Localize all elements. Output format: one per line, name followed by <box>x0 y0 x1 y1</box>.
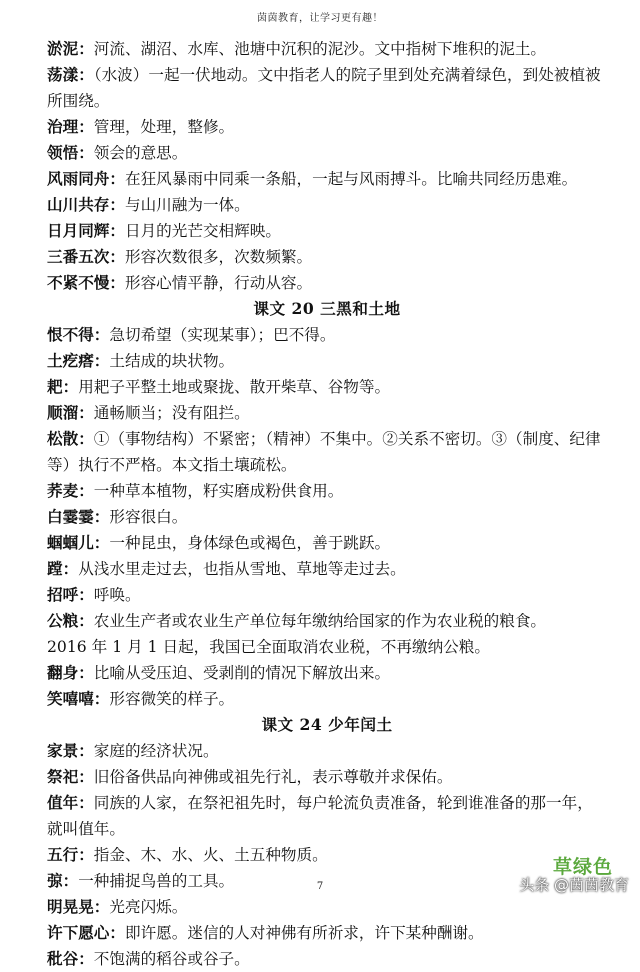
vocab-definition: 比喻从受压迫、受剥削的情况下解放出来。 <box>93 664 391 682</box>
vocab-term: 白霎霎： <box>47 507 110 526</box>
vocab-term: 明晃晃： <box>47 897 110 916</box>
vocab-definition: 光亮闪烁。 <box>109 898 188 916</box>
watermark <box>510 852 635 902</box>
vocab-term: 荡漾： <box>47 65 94 84</box>
vocab-term: 荞麦： <box>47 481 94 500</box>
vocab-definition: 形容心情平静，行动从容。 <box>124 274 313 292</box>
vocab-entry <box>47 920 607 946</box>
vocab-entry <box>47 62 607 114</box>
vocab-definition: 一种草本植物，籽实磨成粉供食用。 <box>93 482 344 500</box>
watermark-green-text: 草绿色 <box>552 856 613 878</box>
vocab-definition: （水波）一起一伏地动。文中指老人的院子里到处充满着绿色，到处被植被所围绕。 <box>47 66 601 110</box>
vocab-term: 风雨同舟： <box>47 169 125 188</box>
page-number: 7 <box>316 881 324 892</box>
vocab-entry <box>47 192 607 218</box>
vocab-entry <box>47 166 607 192</box>
watermark-site-text: 头条 @茵茵教育 <box>519 876 629 894</box>
vocab-term: 淤泥： <box>47 39 94 58</box>
vocab-entry <box>47 140 607 166</box>
vocab-definition: 指金、木、水、火、土五种物质。 <box>93 846 328 864</box>
vocab-entry <box>47 530 607 556</box>
vocab-definition: 急切希望（实现某事）；巴不得。 <box>109 326 336 344</box>
vocab-definition: 呼唤。 <box>93 586 141 604</box>
vocab-definition: 一种捕捉鸟兽的工具。 <box>78 872 235 890</box>
vocab-term: 三番五次： <box>47 247 125 266</box>
vocab-term: 弶： <box>47 871 79 890</box>
vocab-term: 值年： <box>47 793 94 812</box>
vocab-term: 家景： <box>47 741 94 760</box>
vocab-entry <box>47 348 607 374</box>
vocab-definition: 农业生产者或农业生产单位每年缴纳给国家的作为农业税的粮食。 <box>93 612 547 630</box>
vocab-definition: 与山川融为一体。 <box>124 196 250 214</box>
vocab-term: 翻身： <box>47 663 94 682</box>
vocab-term: 不紧不慢： <box>47 273 125 292</box>
vocab-definition: 形容很白。 <box>109 508 188 526</box>
vocab-entry <box>47 738 607 764</box>
vocab-entry <box>47 608 607 634</box>
vocab-definition: 家庭的经济状况。 <box>93 742 219 760</box>
vocab-definition: 从浅水里走过去，也指从雪地、草地等走过去。 <box>78 560 406 578</box>
vocab-term: 秕谷： <box>47 949 94 968</box>
vocab-definition: 在狂风暴雨中同乘一条船，一起与风雨搏斗。比喻共同经历患难。 <box>124 170 578 188</box>
vocab-entry <box>47 36 607 62</box>
vocab-entry <box>47 790 607 842</box>
vocab-definition: 旧俗备供品向神佛或祖先行礼，表示尊敬并求保佑。 <box>93 768 453 786</box>
vocab-entry <box>47 660 607 686</box>
vocab-entry <box>47 374 607 400</box>
vocabulary-list <box>47 36 607 972</box>
vocab-term: 日月同辉： <box>47 221 125 240</box>
vocab-entry <box>47 478 607 504</box>
vocab-definition: ①（事物结构）不紧密；（精神）不集中。②关系不密切。③（制度、纪律等）执行不严格。本文指土壤疏松。 <box>47 430 601 474</box>
note-line: 2016 年 1 月 1 日起，我国已全面取消农业税，不再缴纳公粮。 <box>47 638 490 656</box>
vocab-definition: 即许愿。迷信的人对神佛有所祈求，许下某种酬谢。 <box>124 924 484 942</box>
vocab-entry <box>47 270 607 296</box>
vocab-entry <box>47 582 607 608</box>
vocab-definition: 不饱满的稻谷或谷子。 <box>93 950 250 968</box>
vocab-term: 招呼： <box>47 585 94 604</box>
vocab-entry <box>47 114 607 140</box>
vocab-definition: 领会的意思。 <box>93 144 188 162</box>
vocab-term: 蝈蝈儿： <box>47 533 110 552</box>
vocab-definition: 日月的光芒交相辉映。 <box>124 222 281 240</box>
vocab-term: 山川共存： <box>47 195 125 214</box>
vocab-entry <box>47 218 607 244</box>
vocab-definition: 同族的人家，在祭祀祖先时，每户轮流负责准备，轮到谁准备的那一年，就叫值年。 <box>47 794 593 838</box>
vocab-term: 耙： <box>47 377 79 396</box>
vocab-term: 松散： <box>47 429 94 448</box>
vocab-term: 笑嘻嘻： <box>47 689 110 708</box>
vocab-term: 恨不得： <box>47 325 110 344</box>
vocab-term: 五行： <box>47 845 94 864</box>
vocab-entry <box>47 764 607 790</box>
vocab-term: 土疙瘩： <box>47 351 110 370</box>
section-title: 课文 24 少年闰土 <box>261 715 393 734</box>
vocab-entry <box>47 686 607 712</box>
page-header: 茵茵教育，让学习更有趣！ <box>257 13 383 24</box>
vocab-definition: 形容次数很多，次数频繁。 <box>124 248 313 266</box>
vocab-entry <box>47 400 607 426</box>
vocab-definition: 通畅顺当；没有阻拦。 <box>93 404 250 422</box>
vocab-entry <box>47 244 607 270</box>
vocab-term: 顺溜： <box>47 403 94 422</box>
vocab-definition: 管理，处理，整修。 <box>93 118 235 136</box>
vocab-definition: 土结成的块状物。 <box>109 352 235 370</box>
section-title: 课文 20 三黑和土地 <box>253 299 401 318</box>
vocab-term: 蹚： <box>47 559 79 578</box>
vocab-term: 祭祀： <box>47 767 94 786</box>
vocab-definition: 一种昆虫，身体绿色或褐色，善于跳跃。 <box>109 534 391 552</box>
vocab-term: 治理： <box>47 117 94 136</box>
vocab-term: 领悟： <box>47 143 94 162</box>
vocab-definition: 形容微笑的样子。 <box>109 690 235 708</box>
vocab-entry <box>47 504 607 530</box>
vocab-entry <box>47 556 607 582</box>
vocab-entry <box>47 426 607 478</box>
vocab-entry <box>47 322 607 348</box>
vocab-term: 许下愿心： <box>47 923 125 942</box>
vocab-definition: 用耙子平整土地或聚拢、散开柴草、谷物等。 <box>78 378 391 396</box>
vocab-term: 公粮： <box>47 611 94 630</box>
vocab-entry <box>47 946 607 972</box>
vocab-definition: 河流、湖沼、水库、池塘中沉积的泥沙。文中指树下堆积的泥土。 <box>93 40 547 58</box>
